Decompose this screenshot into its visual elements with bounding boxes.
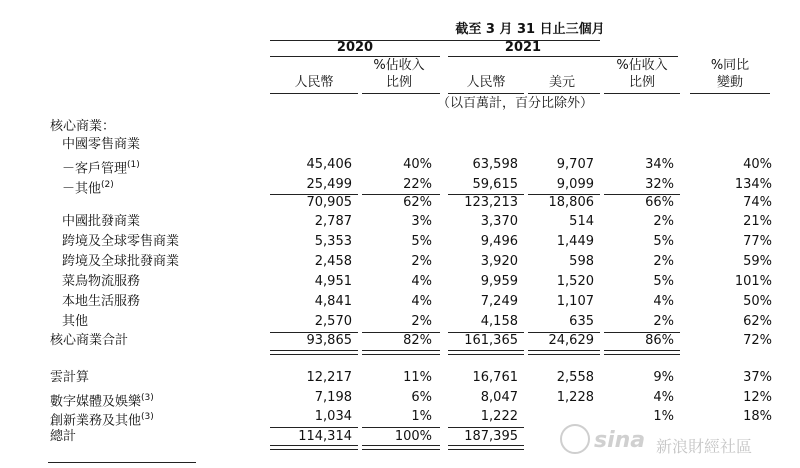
table-cell: 2,787 [314, 214, 352, 229]
col-pct-2020-line2: 比例 [385, 75, 412, 90]
footnote-marker: (1) [127, 160, 140, 170]
table-cell: 4% [411, 274, 432, 289]
table-cell: 11% [403, 370, 432, 385]
table-cell: 93,865 [306, 333, 352, 348]
subtotal-rule [448, 194, 524, 195]
table-cell: 2,458 [314, 254, 352, 269]
table-cell: 187,395 [464, 429, 518, 444]
table-cell: 1,449 [556, 234, 594, 249]
year-2021: 2021 [504, 40, 542, 55]
sina-eye-icon [560, 424, 590, 454]
table-cell: 50% [743, 294, 772, 309]
row-label [62, 214, 140, 230]
row-label-text: 總計 [50, 429, 77, 444]
table-cell: 9% [653, 370, 674, 385]
grand-total-rule [448, 427, 524, 428]
row-label-text: 創新業務及其他 [50, 413, 142, 429]
table-cell: 45,406 [306, 157, 352, 172]
core-total-double-rule [528, 350, 600, 355]
table-cell: 1,520 [556, 274, 594, 289]
subtotal-rule [604, 194, 680, 195]
footnote-marker: (3) [141, 393, 154, 403]
table-cell: 70,905 [306, 195, 352, 210]
row-label-text: 菜鳥物流服務 [62, 274, 141, 289]
table-cell: 18,806 [548, 195, 594, 210]
table-cell: 72% [743, 333, 772, 348]
col-rmb-2021: 人民幣 [466, 75, 506, 90]
footnote-rule [48, 462, 196, 463]
section-label: 核心商業： [50, 119, 116, 134]
table-cell: 59% [743, 254, 772, 269]
table-cell: 5,353 [314, 234, 352, 249]
table-cell: 4% [653, 390, 674, 405]
table-cell: 3,920 [480, 254, 518, 269]
row-label-text: 本地生活服務 [62, 294, 141, 309]
row-label [50, 390, 154, 410]
row-label-text: 其他 [62, 314, 89, 329]
table-cell: 635 [569, 314, 594, 329]
watermark [560, 422, 800, 458]
table-cell: 77% [743, 234, 772, 249]
table-cell: 2% [653, 254, 674, 269]
subtotal-rule [270, 194, 358, 195]
row-label [50, 409, 154, 429]
year-2020: 2020 [336, 40, 374, 55]
core-total-rule [604, 332, 680, 333]
table-cell: 2% [411, 254, 432, 269]
row-label-text: 核心商業合計 [50, 333, 129, 348]
col-pct-2020-line1: %佔收入 [373, 58, 425, 73]
row-label-text: 跨境及全球零售商業 [62, 234, 180, 249]
table-cell: 4,158 [480, 314, 518, 329]
col-pct-2021-line1: %佔收入 [616, 58, 668, 73]
col-usd-2021: 美元 [548, 75, 575, 90]
table-cell: 66% [645, 195, 674, 210]
col-pct-2021-line2: 比例 [628, 75, 655, 90]
table-cell: 8,047 [480, 390, 518, 405]
table-cell: 9,707 [556, 157, 594, 172]
core-total-rule [528, 332, 600, 333]
table-cell: 134% [734, 177, 772, 192]
table-cell: 4% [653, 294, 674, 309]
year-2021-rule [448, 56, 678, 57]
row-label [50, 370, 89, 386]
table-cell: 86% [645, 333, 674, 348]
table-cell: 100% [394, 429, 432, 444]
table-cell: 12,217 [306, 370, 352, 385]
table-cell: 2% [653, 314, 674, 329]
table-cell: 2,570 [314, 314, 352, 329]
table-cell: 123,213 [464, 195, 518, 210]
row-label-text: 中國零售商業 [62, 137, 141, 152]
grand-total-double-rule [270, 445, 358, 450]
row-label-text: 雲計算 [50, 370, 90, 385]
period-header: 截至 3 月 31 日止三個月 [455, 22, 605, 37]
core-total-double-rule [604, 350, 680, 355]
table-cell: 59,615 [472, 177, 518, 192]
col-rmb-2020: 人民幣 [294, 75, 334, 90]
core-total-double-rule [270, 350, 358, 355]
table-cell: 1,034 [314, 409, 352, 424]
grand-total-rule [362, 427, 440, 428]
core-total-rule [362, 332, 440, 333]
table-cell: 22% [403, 177, 432, 192]
row-label [62, 314, 88, 330]
table-cell: 40% [743, 157, 772, 172]
row-label [62, 254, 179, 270]
table-cell: 63,598 [472, 157, 518, 172]
grand-total-rule [270, 427, 358, 428]
row-label-text: 跨境及全球批發商業 [62, 254, 180, 269]
table-cell: 2,558 [556, 370, 594, 385]
table-cell: 24,629 [548, 333, 594, 348]
subtotal-rule [362, 194, 440, 195]
table-cell: 21% [743, 214, 772, 229]
table-cell: 4% [411, 294, 432, 309]
col-yoy-line1: %同比 [710, 58, 750, 73]
table-cell: 1% [653, 409, 674, 424]
table-cell: 4,841 [314, 294, 352, 309]
table-cell: 34% [645, 157, 674, 172]
table-cell: 12% [743, 390, 772, 405]
table-cell: 16,761 [472, 370, 518, 385]
table-cell: 114,314 [298, 429, 352, 444]
row-label-text: －其他 [62, 181, 102, 197]
table-cell: 598 [569, 254, 594, 269]
grand-total-double-rule [448, 445, 524, 450]
footnote-marker: (2) [101, 180, 114, 190]
col-rule [604, 93, 680, 94]
row-label-text: 中國批發商業 [62, 214, 141, 229]
row-label [62, 274, 140, 290]
table-cell: 3,370 [480, 214, 518, 229]
col-rule [270, 93, 358, 94]
col-rule [690, 93, 770, 94]
table-cell: 74% [743, 195, 772, 210]
table-cell: 7,198 [314, 390, 352, 405]
table-cell: 161,365 [464, 333, 518, 348]
core-total-double-rule [448, 350, 524, 355]
core-total-double-rule [362, 350, 440, 355]
subtotal-rule [528, 194, 600, 195]
core-total-rule [270, 332, 358, 333]
grand-total-double-rule [362, 445, 440, 450]
table-cell: 5% [411, 234, 432, 249]
table-cell: 62% [403, 195, 432, 210]
core-total-rule [448, 332, 524, 333]
row-label [50, 429, 76, 445]
table-cell: 40% [403, 157, 432, 172]
row-label [62, 294, 140, 310]
footnote-marker: (3) [141, 412, 154, 422]
table-cell: 18% [743, 409, 772, 424]
row-label [62, 177, 114, 197]
col-rule [448, 93, 524, 94]
col-rule [362, 93, 440, 94]
table-cell: 9,496 [480, 234, 518, 249]
row-label-text: 數字媒體及娛樂 [50, 394, 142, 410]
table-cell: 9,959 [480, 274, 518, 289]
table-cell: 9,099 [556, 177, 594, 192]
col-rule [528, 93, 600, 94]
watermark-text: 新浪財經社區 [656, 437, 753, 456]
table-cell: 1,107 [556, 294, 594, 309]
table-cell: 1,222 [480, 409, 518, 424]
unit-note: （以百萬計，百分比除外） [436, 96, 593, 111]
table-cell: 2% [653, 214, 674, 229]
table-cell: 5% [653, 234, 674, 249]
table-cell: 2% [411, 314, 432, 329]
row-label [62, 234, 179, 250]
table-cell: 6% [411, 390, 432, 405]
table-cell: 7,249 [480, 294, 518, 309]
table-cell: 62% [743, 314, 772, 329]
watermark-brand: sina [594, 428, 646, 453]
col-yoy-line2: 變動 [716, 75, 743, 90]
row-label [50, 333, 128, 349]
table-cell: 101% [734, 274, 772, 289]
table-cell: 25,499 [306, 177, 352, 192]
row-label [62, 157, 140, 177]
table-cell: 1,228 [556, 390, 594, 405]
table-cell: 37% [743, 370, 772, 385]
table-cell: 32% [645, 177, 674, 192]
table-cell: 4,951 [314, 274, 352, 289]
year-2020-rule [270, 56, 440, 57]
table-cell: 5% [653, 274, 674, 289]
table-cell: 82% [403, 333, 432, 348]
table-cell: 3% [411, 214, 432, 229]
row-label [62, 137, 140, 153]
table-cell: 1% [411, 409, 432, 424]
table-cell: 514 [569, 214, 594, 229]
row-label-text: －客戶管理 [62, 161, 128, 177]
